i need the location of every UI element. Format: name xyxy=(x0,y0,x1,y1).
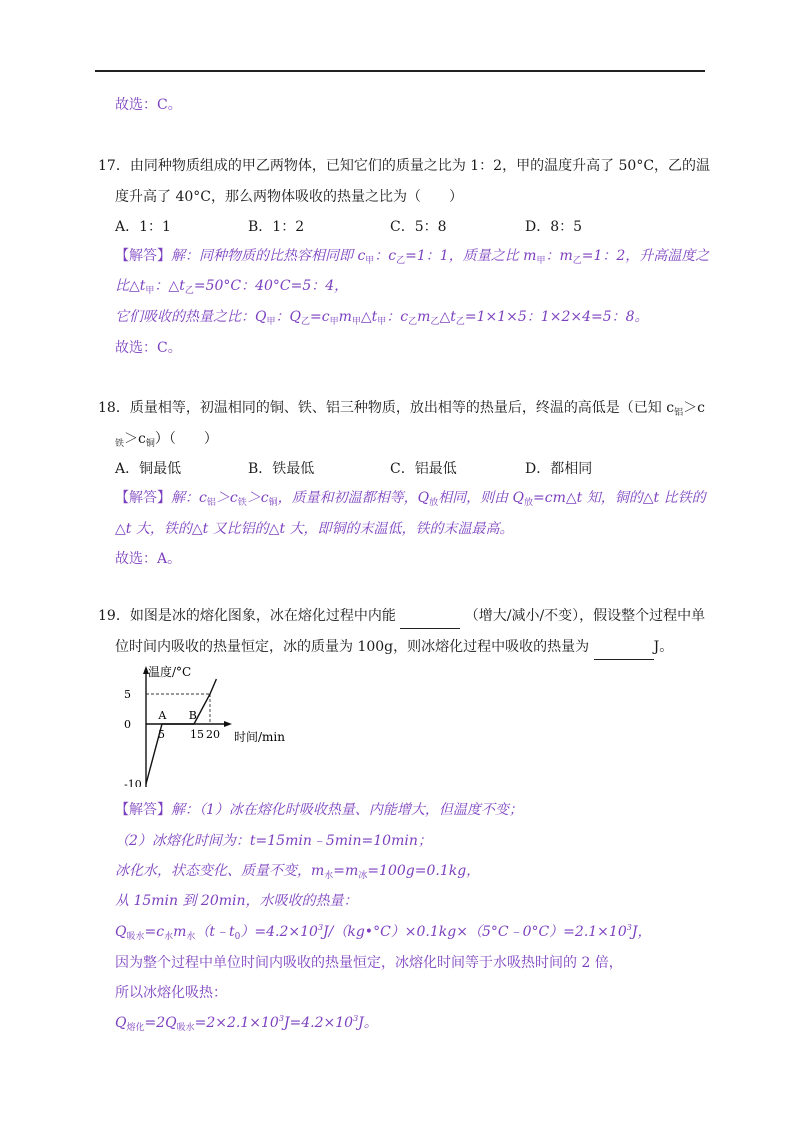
x-tick-label: 5 xyxy=(158,728,165,741)
prev-conclusion: 故选：C。 xyxy=(115,97,182,113)
q18-answer-line1: 【解答】解：$c_铝>c_铁>c_铜$，质量和初温都相等，$Q_放$相同，则由 $Q_放=cm\triangle t$ 知，铜的△t 比铁的 xyxy=(115,490,706,508)
q18-stem-line1: 18．质量相等，初温相同的铜、铁、铝三种物质，放出相等的热量后，终温的高低是（已知 $c_铝>c$ xyxy=(98,400,705,418)
q18-stem-line2: $_铁>c_铜$）（ ） xyxy=(115,431,218,449)
q17-stem-line2: 度升高了 40°C，那么两物体吸收的热量之比为（ ） xyxy=(115,189,463,205)
q19-answer-line5: $Q_{吸水}=c_水m_水(t﹣t_0)=4.2\times 10^3J/(kg•^\circ C)\times 0.1kg\times(5^\circ C﹣0^\circ C)=2.1\times 10^3J$， xyxy=(115,923,652,942)
y-axis-label: 温度/°C xyxy=(148,665,192,679)
x-tick-label: 15 xyxy=(190,728,204,741)
answer-blank-2 xyxy=(594,639,654,660)
x-axis-arrow xyxy=(224,721,232,727)
header-rule xyxy=(95,70,705,72)
point-label-b: B xyxy=(188,709,197,722)
q19-answer-line1: 【解答】解：（1）冰在熔化时吸收热量、内能增大，但温度不变； xyxy=(115,802,523,818)
point-label-a: A xyxy=(158,709,167,722)
q18-conclusion: 故选：A。 xyxy=(115,551,182,567)
q17-conclusion: 故选：C。 xyxy=(115,340,182,356)
answer-label: 【解答】 xyxy=(115,490,171,506)
answer-label: 【解答】 xyxy=(115,248,171,264)
y-tick-label: 0 xyxy=(124,718,131,731)
ice-melting-graph xyxy=(110,662,310,787)
q18-answer-line2: △t 大，铁的△t 又比铝的△t 大，即铜的末温低，铁的末温最高。 xyxy=(115,521,514,537)
q18-option-c: C．铝最低 xyxy=(390,461,457,477)
q19-answer-line6: 因为整个过程中单位时间内吸收的热量恒定，冰熔化时间等于水吸热时间的 2 倍， xyxy=(115,955,623,971)
q18-option-b: B．铁最低 xyxy=(248,461,315,477)
chart-layer xyxy=(124,664,285,787)
q17-answer-line2: 比$\triangle t_甲$：$\triangle t_乙=50^\circ C$：40°C=5：4， xyxy=(115,278,349,296)
y-tick-label: -10 xyxy=(124,778,142,787)
answer-label: 【解答】 xyxy=(115,802,171,818)
q19-answer-line4: 从 15min 到 20min，水吸收的热量： xyxy=(115,893,358,909)
q17-stem-line1: 17．由同种物质组成的甲乙两物体，已知它们的质量之比为 1：2，甲的温度升高了 50°C，乙的温 xyxy=(98,158,711,174)
q19-stem-line1: 19．如图是冰的熔化图象，冰在熔化过程中内能 （增大/减小/不变），假设整个过程中单 xyxy=(98,606,705,629)
q18-option-d: D．都相同 xyxy=(525,461,593,477)
q18-option-a: A．铜最低 xyxy=(115,461,182,477)
x-axis-label: 时间/min xyxy=(234,730,285,744)
q17-answer-line3: 它们吸收的热量之比：$Q_甲$：$Q_乙=c_甲m_甲\triangle t_甲$：$c_乙m_乙\triangle t_乙=1\times 1\times 5$：1×2×4=5：8。 xyxy=(115,309,649,327)
y-tick-label: 5 xyxy=(124,688,131,701)
x-tick-label: 20 xyxy=(206,728,220,741)
q19-answer-line8: $Q_{熔化}=2Q_{吸水}=2\times 2.1\times 10^3J=4.2\times 10^3J$。 xyxy=(115,1014,378,1033)
q19-stem-line2: 位时间内吸收的热量恒定，冰的质量为 100g，则冰熔化过程中吸收的热量为 J。 xyxy=(115,637,673,660)
q19-answer-line2: （2）冰熔化时间为：t=15min﹣5min=10min； xyxy=(115,833,432,849)
answer-blank-1 xyxy=(400,608,460,629)
q17-option-d: D．8：5 xyxy=(525,219,583,235)
q19-answer-line3: 冰化水，状态变化、质量不变，$m_水=m_冰=100g=0.1kg$， xyxy=(115,863,481,881)
q17-option-b: B．1：2 xyxy=(248,219,305,235)
q17-option-a: A．1：1 xyxy=(115,219,171,235)
q17-option-c: C．5：8 xyxy=(390,219,447,235)
q19-answer-line7: 所以冰熔化吸热： xyxy=(115,985,227,1001)
q17-answer-line1: 【解答】解：同种物质的比热容相同即 $c_甲$：$c_乙=1$：1，质量之比 $m_甲$：$m_乙=1$：2，升高温度之 xyxy=(115,248,710,266)
